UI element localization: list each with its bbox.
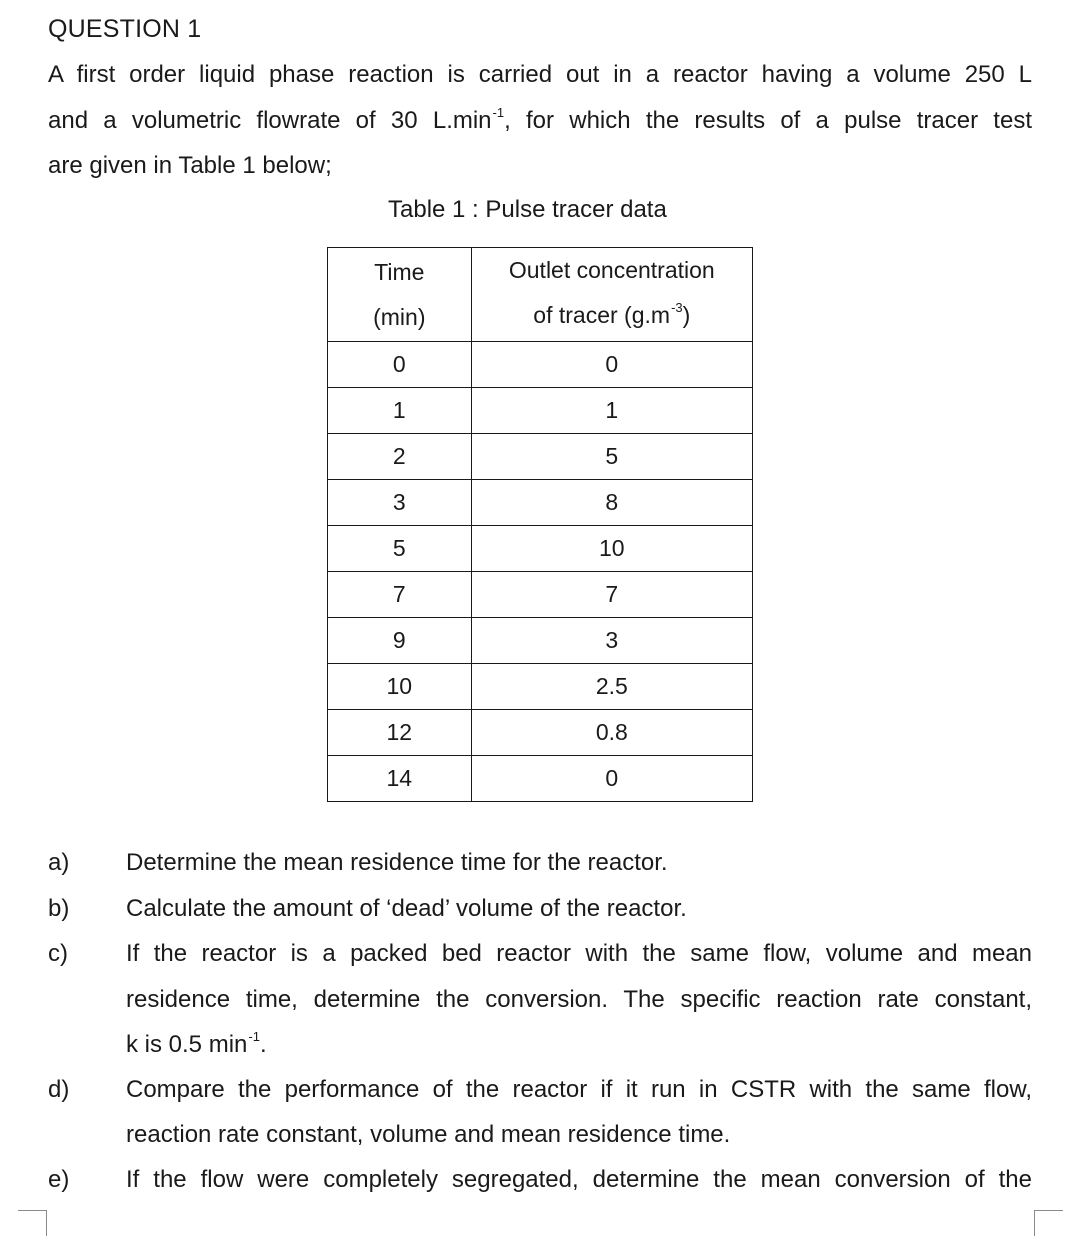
table-row: [328, 480, 753, 526]
concentration-unit-exponent: -3: [671, 300, 683, 315]
time-header-unit: (min): [373, 303, 426, 330]
part-e-line-1: If the flow were completely segregated, determine the mean conversion of the: [126, 1166, 1032, 1193]
table-row: [328, 664, 753, 710]
table-row: [328, 572, 753, 618]
table-caption: Table 1 : Pulse tracer data: [388, 196, 667, 223]
part-c-label: c): [48, 940, 68, 967]
table-row: [328, 756, 753, 802]
concentration-cell: 5: [471, 434, 752, 480]
time-cell: 0: [328, 342, 472, 388]
concentration-cell: 0: [471, 342, 752, 388]
part-c-line-2: residence time, determine the conversion. The specific reaction rate constant,: [126, 986, 1032, 1013]
part-d-line-1: Compare the performance of the reactor if it run in CSTR with the same flow,: [126, 1076, 1032, 1103]
part-c-line-1: If the reactor is a packed bed reactor with the same flow, volume and mean: [126, 940, 1032, 967]
concentration-cell: 10: [471, 526, 752, 572]
time-header-label: Time: [374, 258, 425, 285]
concentration-header-unit: [472, 293, 752, 341]
table-row: [328, 618, 753, 664]
table-row: [328, 434, 753, 480]
page-corner-mark-right: [1034, 1210, 1063, 1236]
part-b-label: b): [48, 895, 70, 922]
table-row: [328, 388, 753, 434]
table-header-row: [328, 248, 753, 342]
table-row: [328, 710, 753, 756]
pulse-tracer-table: [327, 247, 753, 802]
time-cell: 1: [328, 388, 472, 434]
intro-line-2-end: , for which the results of a pulse tracer test: [504, 107, 1032, 134]
time-cell: 9: [328, 618, 472, 664]
part-a-text: Determine the mean residence time for the reactor.: [126, 849, 668, 876]
rate-constant-exponent: -1: [248, 1029, 260, 1044]
time-cell: 5: [328, 526, 472, 572]
page-corner-mark-left: [18, 1210, 47, 1236]
time-column-header: [328, 248, 472, 342]
concentration-cell: 0: [471, 756, 752, 802]
intro-line-2-start: and a volumetric flowrate of 30 L.min: [48, 107, 492, 134]
concentration-header-label: Outlet concentration: [508, 257, 715, 283]
part-a-label: a): [48, 849, 70, 876]
concentration-cell: 2.5: [471, 664, 752, 710]
time-cell: 7: [328, 572, 472, 618]
flowrate-exponent: -1: [492, 105, 505, 120]
concentration-cell: 0.8: [471, 710, 752, 756]
intro-line-2: [48, 104, 1032, 141]
concentration-cell: 1: [471, 388, 752, 434]
rate-constant-text: k is 0.5 min: [126, 1031, 248, 1058]
part-b-text: Calculate the amount of ‘dead’ volume of the reactor.: [126, 895, 687, 922]
concentration-unit-end: ): [682, 302, 691, 328]
time-cell: 14: [328, 756, 472, 802]
intro-line-1: A first order liquid phase reaction is carried out in a reactor having a volume 250 L: [48, 61, 1032, 88]
part-d-label: d): [48, 1076, 70, 1103]
table-row: [328, 342, 753, 388]
table-row: [328, 526, 753, 572]
part-e-label: e): [48, 1166, 70, 1193]
time-cell: 12: [328, 710, 472, 756]
time-cell: 2: [328, 434, 472, 480]
concentration-unit-start: of tracer (g.m: [533, 302, 671, 328]
question-title: QUESTION 1: [48, 15, 202, 43]
concentration-cell: 8: [471, 480, 752, 526]
time-cell: 3: [328, 480, 472, 526]
concentration-column-header: [471, 248, 752, 342]
time-cell: 10: [328, 664, 472, 710]
concentration-cell: 7: [471, 572, 752, 618]
rate-constant-end: .: [259, 1031, 267, 1058]
part-c-line-3: [126, 1028, 1032, 1065]
part-d-line-2: reaction rate constant, volume and mean residence time.: [126, 1121, 731, 1148]
intro-line-3: are given in Table 1 below;: [48, 152, 332, 179]
concentration-cell: 3: [471, 618, 752, 664]
